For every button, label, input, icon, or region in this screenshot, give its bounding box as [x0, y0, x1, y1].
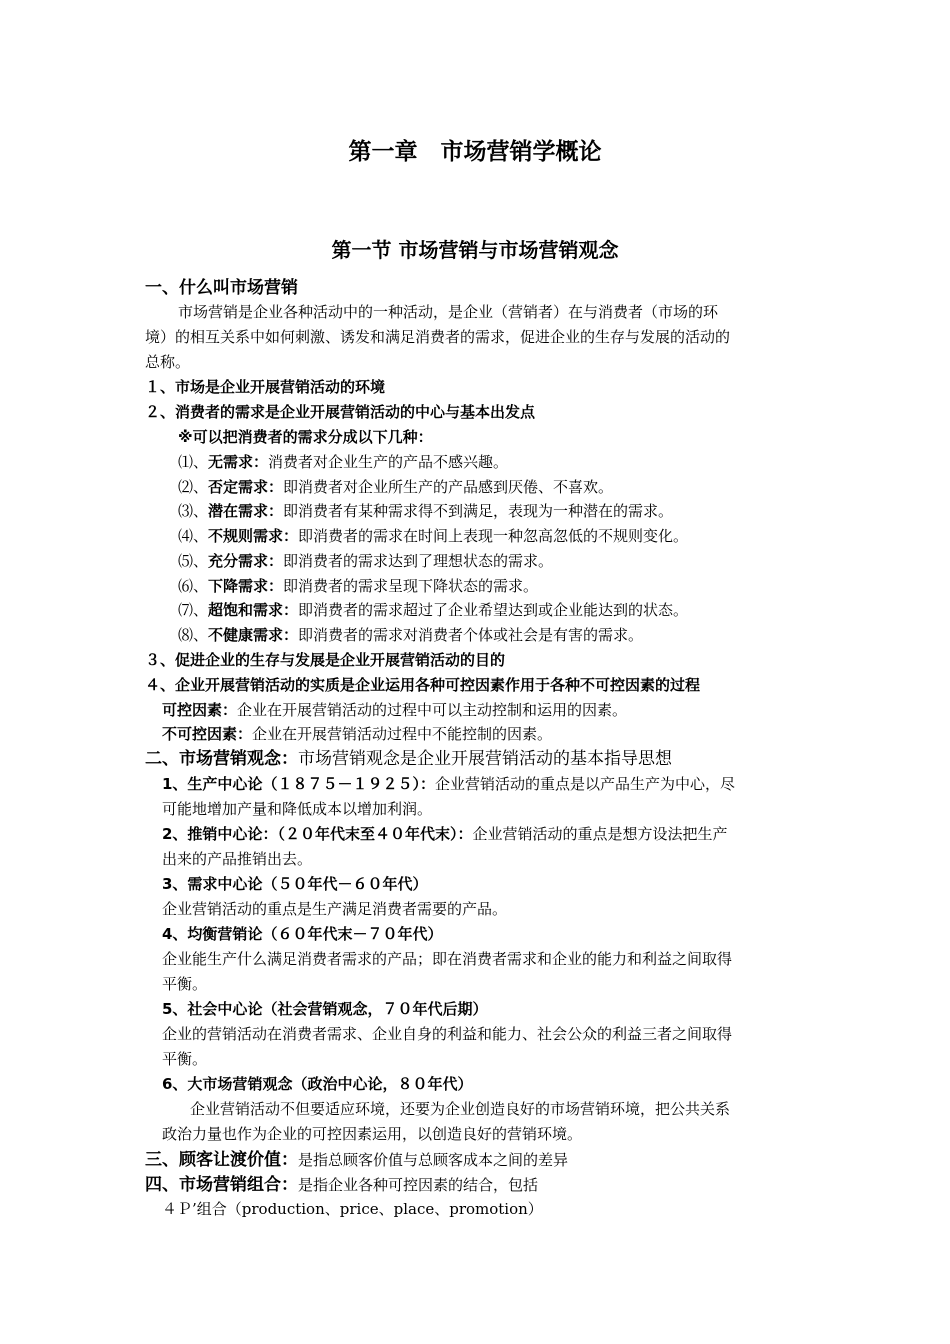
need-desc: 即消费者有某种需求得不到满足，表现为一种潜在的需求。: [283, 502, 674, 520]
need-term: 超饱和需求：: [208, 601, 299, 619]
heading-3-label: 三、顾客让渡价值：: [145, 1150, 298, 1170]
concept-1: [162, 773, 735, 795]
concept-3-title: 3、需求中心论: [162, 875, 263, 893]
concept-3-period: （５０年代－６０年代）: [262, 875, 428, 893]
heading-4: [145, 1173, 538, 1197]
need-num: ⑵、: [178, 478, 209, 496]
need-term: 不规则需求：: [208, 527, 299, 545]
heading-2: [145, 747, 672, 771]
need-term: 充分需求：: [208, 552, 284, 570]
chapter-title: 第一章 市场营销学概论: [348, 139, 602, 165]
point-4: ４、企业开展营销活动的实质是企业运用各种可控因素作用于各种不可控因素的过程: [145, 676, 701, 694]
need-num: ⑺、: [178, 601, 209, 619]
need-item: [178, 476, 613, 498]
concept-4-title: 4、均衡营销论: [162, 925, 263, 943]
uncontrollable-desc: 企业在开展营销活动过程中不能控制的因素。: [252, 725, 553, 743]
need-item: [178, 624, 643, 646]
need-item: [178, 599, 688, 621]
heading-1: 一、什么叫市场营销: [145, 278, 298, 298]
concept-4-desc: 企业能生产什么满足消费者需求的产品；即在消费者需求和企业的能力和利益之间取得: [162, 950, 733, 968]
concept-6-title: 6、大市场营销观念（政治中心论，８０年代）: [162, 1075, 473, 1093]
uncontrollable-term: 不可控因素：: [162, 725, 253, 743]
need-desc: 即消费者的需求超过了企业希望达到或企业能达到的状态。: [298, 601, 689, 619]
need-item: [178, 451, 508, 473]
concept-2-title: 2、推销中心论：（２０年代末至４０年代末）：: [162, 825, 473, 843]
heading-3-desc: 是指总顾客价值与总顾客成本之间的差异: [298, 1151, 569, 1169]
need-term: 下降需求：: [208, 577, 284, 595]
concept-2-desc-2: 出来的产品推销出去。: [162, 850, 313, 868]
concept-5-desc-2: 平衡。: [162, 1050, 208, 1068]
heading-3: [145, 1148, 568, 1172]
need-desc: 即消费者的需求在时间上表现一种忽高忽低的不规则变化。: [298, 527, 689, 545]
heading-2-label: 二、市场营销观念：: [145, 749, 298, 769]
concept-4-period: （６０年代末－７０年代）: [262, 925, 443, 943]
concept-4-desc-2: 平衡。: [162, 975, 208, 993]
concept-1-desc-2: 可能地增加产量和降低成本以增加利润。: [162, 800, 433, 818]
need-term: 潜在需求：: [208, 502, 284, 520]
concept-2: [162, 823, 727, 845]
need-num: ⑸、: [178, 552, 209, 570]
concept-5-desc: 企业的营销活动在消费者需求、企业自身的利益和能力、社会公众的利益三者之间取得: [162, 1025, 733, 1043]
concept-4: [162, 923, 442, 945]
para-line-3: 总称。: [145, 353, 191, 371]
need-term: 否定需求：: [208, 478, 284, 496]
need-term: 无需求：: [208, 453, 269, 471]
concept-1-title: 1、生产中心论（１８７５－１９２５）：: [162, 775, 435, 793]
heading-4-desc: 是指企业各种可控因素的结合，包括: [298, 1176, 539, 1194]
para-line-1: 市场营销是企业各种活动中的一种活动，是企业（营销者）在与消费者（市场的环: [178, 303, 719, 321]
need-desc: 即消费者的需求呈现下降状态的需求。: [283, 577, 539, 595]
need-item: [178, 550, 553, 572]
point-1: １、市场是企业开展营销活动的环境: [145, 378, 386, 396]
concept-5-title: 5、社会中心论（社会营销观念，７０年代后期）: [162, 1000, 488, 1018]
need-item: [178, 525, 688, 547]
heading-4-label: 四、市场营销组合：: [145, 1175, 298, 1195]
section-title: 第一节 市场营销与市场营销观念: [331, 238, 619, 262]
need-num: ⑻、: [178, 626, 209, 644]
need-num: ⑴、: [178, 453, 209, 471]
needs-note: ※可以把消费者的需求分成以下几种：: [178, 428, 433, 446]
concept-2-desc: 企业营销活动的重点是想方设法把生产: [472, 825, 728, 843]
concept-6-desc-2: 政治力量也作为企业的可控因素运用，以创造良好的营销环境。: [162, 1125, 583, 1143]
need-term: 不健康需求：: [208, 626, 299, 644]
uncontrollable-factors: [162, 723, 552, 745]
need-desc: 消费者对企业生产的产品不感兴趣。: [268, 453, 509, 471]
para-line-2: 境）的相互关系中如何刺激、诱发和满足消费者的需求，促进企业的生存与发展的活动的: [145, 328, 731, 346]
controllable-factors: [162, 699, 627, 721]
point-3: ３、促进企业的生存与发展是企业开展营销活动的目的: [145, 651, 506, 669]
point-2: ２、消费者的需求是企业开展营销活动的中心与基本出发点: [145, 403, 536, 421]
need-num: ⑹、: [178, 577, 209, 595]
concept-1-desc: 企业营销活动的重点是以产品生产为中心，尽: [434, 775, 735, 793]
four-p-line: ４Ｐ’组合（production、price、place、promotion）: [162, 1200, 543, 1218]
heading-2-desc: 市场营销观念是企业开展营销活动的基本指导思想: [298, 749, 672, 769]
need-desc: 即消费者的需求达到了理想状态的需求。: [283, 552, 554, 570]
need-desc: 即消费者对企业所生产的产品感到厌倦、不喜欢。: [283, 478, 614, 496]
need-item: [178, 575, 538, 597]
need-num: ⑶、: [178, 502, 209, 520]
need-num: ⑷、: [178, 527, 209, 545]
need-desc: 即消费者的需求对消费者个体或社会是有害的需求。: [298, 626, 644, 644]
controllable-desc: 企业在开展营销活动的过程中可以主动控制和运用的因素。: [237, 701, 628, 719]
concept-6-desc: 企业营销活动不但要适应环境，还要为企业创造良好的市场营销环境，把公共关系: [190, 1100, 731, 1118]
concept-3-desc: 企业营销活动的重点是生产满足消费者需要的产品。: [162, 900, 508, 918]
need-item: [178, 500, 673, 522]
controllable-term: 可控因素：: [162, 701, 238, 719]
concept-3: [162, 873, 427, 895]
